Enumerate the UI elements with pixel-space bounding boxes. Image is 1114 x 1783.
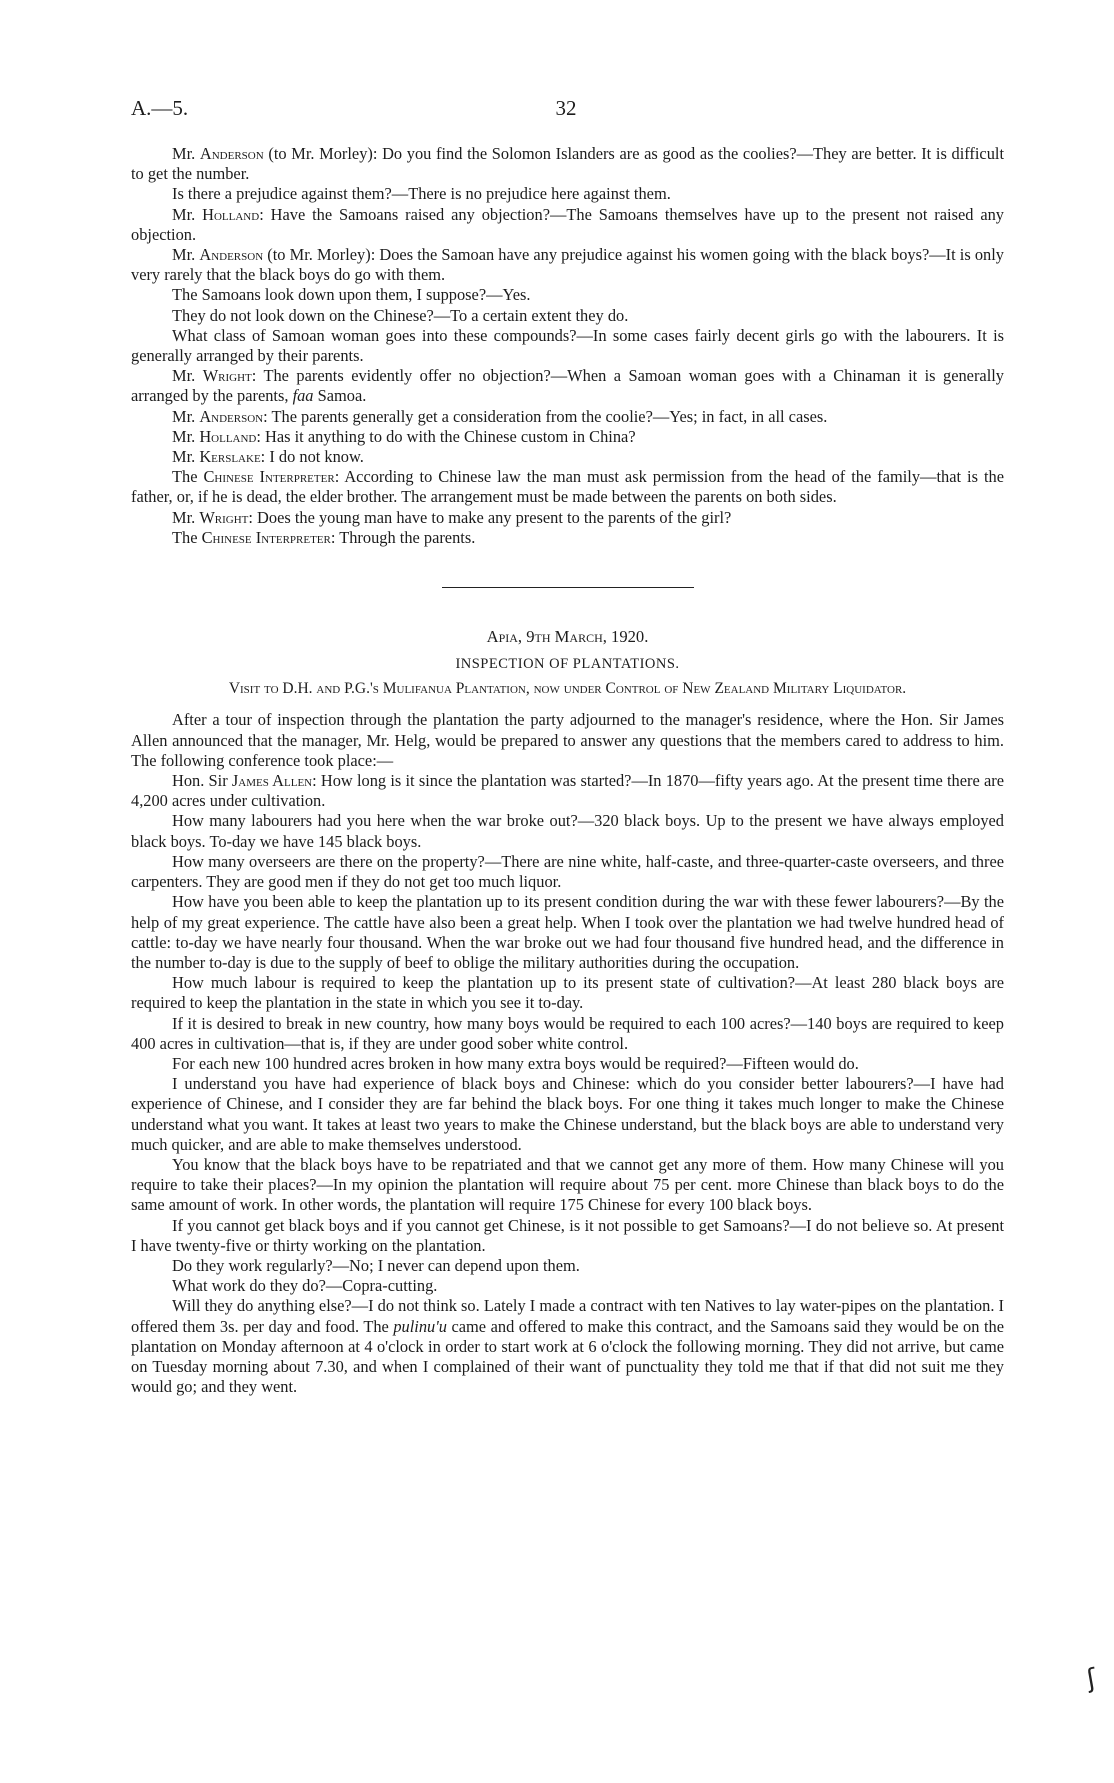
text-run: : The parents evidently offer no objection?—When a Samoan woman goes with a Chinaman it is generally arranged by the parents,	[131, 366, 1004, 406]
text-run: If it is desired to break in new country, how many boys would be required to each 100 acres?—140 boys are required to keep 400 acres in cultivation—that is, if they are under good sober white control.	[131, 1013, 1004, 1053]
paragraph	[131, 892, 1004, 973]
paragraph	[131, 852, 1004, 892]
section-heading: INSPECTION OF PLANTATIONS.	[455, 656, 680, 673]
speaker-name: Chinese Interpreter	[201, 527, 331, 547]
text-run: : Has it anything to do with the Chinese custom in China?	[256, 426, 636, 446]
paragraph	[131, 184, 1004, 204]
meeting-date: Apia, 9th March, 1920.	[486, 627, 649, 647]
text-run: If you cannot get black boys and if you cannot get Chinese, is it not possible to get Samoans?—I do not believe so. At present I have twenty-five or thirty working on the plantation.	[131, 1215, 1004, 1255]
paragraph	[131, 1155, 1004, 1216]
text-run: (to Mr. Morley): Do you find the Solomon Islanders are as good as the coolies?—They are better. It is difficult to get the number.	[131, 144, 1004, 184]
paragraph	[131, 811, 1004, 851]
text-run: I understand you have had experience of black boys and Chinese: which do you consider better labourers?—I have had experience of Chinese, and I consider they are far behind the black boys. For one thing it takes much longer to make the Chinese understand what you want. It takes at least two years to make the Chinese understand, but the black boys are able to understand very much quicker, and are able to make themselves understood.	[131, 1074, 1004, 1154]
text-run: The Samoans look down upon them, I suppose?—Yes.	[172, 285, 531, 305]
paragraph	[131, 205, 1004, 245]
paragraph	[131, 245, 1004, 285]
text-run: Do they work regularly?—No; I never can depend upon them.	[172, 1255, 580, 1275]
speaker-name: Kerslake	[199, 447, 261, 467]
paragraph	[131, 1074, 1004, 1155]
paragraph	[131, 467, 1004, 507]
paragraph	[131, 1296, 1004, 1397]
paragraph	[131, 710, 1004, 771]
page-body	[131, 144, 1004, 1397]
italic-term: pulinu'u	[393, 1316, 447, 1336]
text-run: came and offered to make this contract, and the Samoans said they would be on the plantation on Monday afternoon at 4 o'clock in order to start work at 6 o'clock the following morning. They did not arrive, but came on Tuesday morning about 7.30, and when I complained of their want of punctuality they told me that if that did not suit me they would go; and they went.	[131, 1316, 1004, 1397]
section-divider	[442, 587, 694, 588]
paragraph	[131, 771, 1004, 811]
text-run: Mr.	[172, 507, 200, 527]
margin-mark: ʃ	[1084, 1663, 1099, 1695]
italic-term: faa	[292, 386, 314, 406]
text-run: The	[172, 467, 204, 487]
visit-heading: Visit to D.H. and P.G.'s Mulifanua Plantation, now under Control of New Zealand Military Liquidator.	[228, 680, 907, 698]
text-run: Hon. Sir	[172, 771, 232, 791]
paragraph	[131, 528, 1004, 548]
document-reference: A.—5.	[131, 96, 189, 120]
text-run: After a tour of inspection through the plantation the party adjourned to the manager's residence, where the Hon. Sir James Allen announced that the manager, Mr. Helg, would be prepared to answer any questions that the members cared to address to him. The following conference took place:—	[131, 710, 1004, 770]
text-run: Mr.	[172, 204, 203, 224]
testimony-section-2	[131, 710, 1004, 1397]
text-run: For each new 100 hundred acres broken in how many extra boys would be required?—Fifteen would do.	[172, 1053, 859, 1073]
text-run: What work do they do?—Copra-cutting.	[172, 1276, 438, 1296]
text-run: Mr.	[172, 366, 203, 386]
speaker-name: James Allen	[231, 771, 313, 791]
text-run: How many overseers are there on the property?—There are nine white, half-caste, and three-quarter-caste overseers, and three carpenters. They are good men if they do not get too much liquor.	[131, 851, 1004, 892]
text-run: : I do not know.	[260, 447, 364, 467]
text-run: : According to Chinese law the man must ask permission from the head of the family—that is the father, or, if he is dead, the elder brother. The arrangement must be made between the parents on both sides.	[131, 467, 1005, 507]
text-run: Mr.	[172, 447, 200, 467]
speaker-name: Holland	[199, 426, 257, 446]
text-run: : The parents generally get a consideration from the coolie?—Yes; in fact, in all cases.	[263, 406, 828, 426]
paragraph	[131, 508, 1004, 528]
text-run: How many labourers had you here when the war broke out?—320 black boys. Up to the present we have always employed black boys. To-day we have 145 black boys.	[131, 811, 1004, 851]
speaker-name: Anderson	[199, 245, 264, 265]
testimony-section-1	[131, 144, 1004, 548]
page-header	[131, 96, 1001, 126]
speaker-name: Holland	[202, 204, 260, 224]
text-run: : How long is it since the plantation was started?—In 1870—fifty years ago. At the present time there are 4,200 acres under cultivation.	[131, 771, 1004, 811]
speaker-name: Anderson	[199, 406, 264, 426]
text-run: Mr.	[172, 406, 200, 426]
paragraph	[131, 144, 1004, 184]
text-run: Samoa.	[313, 386, 367, 406]
paragraph	[131, 407, 1004, 427]
paragraph	[131, 306, 1004, 326]
speaker-name: Chinese Interpreter	[203, 467, 335, 487]
page-number: 32	[555, 96, 577, 120]
paragraph	[131, 973, 1004, 1013]
text-run: How much labour is required to keep the plantation up to its present state of cultivation?—At least 280 black boys are required to keep the plantation in the state in which you see it to-day.	[131, 973, 1004, 1013]
paragraph	[131, 1256, 1004, 1276]
paragraph	[131, 366, 1004, 406]
text-run: Will they do anything else?—I do not think so. Lately I made a contract with ten Natives to lay water-pipes on the plantation. I offered them 3s. per day and food. The	[131, 1296, 1004, 1336]
text-run: : Through the parents.	[330, 527, 476, 547]
text-run: : Does the young man have to make any present to the parents of the girl?	[248, 507, 732, 527]
paragraph	[131, 1054, 1004, 1074]
paragraph	[131, 326, 1004, 366]
speaker-name: Anderson	[199, 144, 264, 163]
paragraph	[131, 447, 1004, 467]
text-run: Mr.	[172, 245, 200, 265]
text-run: Is there a prejudice against them?—There is no prejudice here against them.	[172, 184, 671, 204]
text-run: Mr.	[172, 426, 200, 446]
speaker-name: Wright	[199, 507, 249, 527]
text-run: (to Mr. Morley): Does the Samoan have any prejudice against his women going with the black boys?—It is only very rarely that the black boys do go with them.	[131, 245, 1004, 285]
paragraph	[131, 427, 1004, 447]
text-run: What class of Samoan woman goes into these compounds?—In some cases fairly decent girls go with the labourers. It is generally arranged by their parents.	[131, 325, 1004, 366]
text-run: They do not look down on the Chinese?—To a certain extent they do.	[172, 305, 629, 325]
speaker-name: Wright	[202, 366, 252, 386]
paragraph	[131, 285, 1004, 305]
text-run: : Have the Samoans raised any objection?—The Samoans themselves have up to the present not raised any objection.	[131, 204, 1004, 244]
text-run: Mr.	[172, 144, 200, 163]
text-run: You know that the black boys have to be repatriated and that we cannot get any more of them. How many Chinese will you require to take their places?—In my opinion the plantation will require about 75 per cent. more Chinese than black boys to do the same amount of work. In other words, the plantation will require 175 Chinese for every 100 black boys.	[131, 1154, 1004, 1215]
paragraph	[131, 1216, 1004, 1256]
text-run: The	[172, 527, 202, 547]
paragraph	[131, 1014, 1004, 1054]
paragraph	[131, 1276, 1004, 1296]
text-run: How have you been able to keep the plantation up to its present condition during the war with these fewer labourers?—By the help of my great experience. The cattle have also been a great help. When I took over the plantation we had twelve hundred head of cattle: to-day we have nearly four thousand. When the war broke out we had four thousand five hundred head, and the difference in the number to-day is due to the supply of beef to oblige the military authorities during the occupation.	[131, 892, 1004, 972]
